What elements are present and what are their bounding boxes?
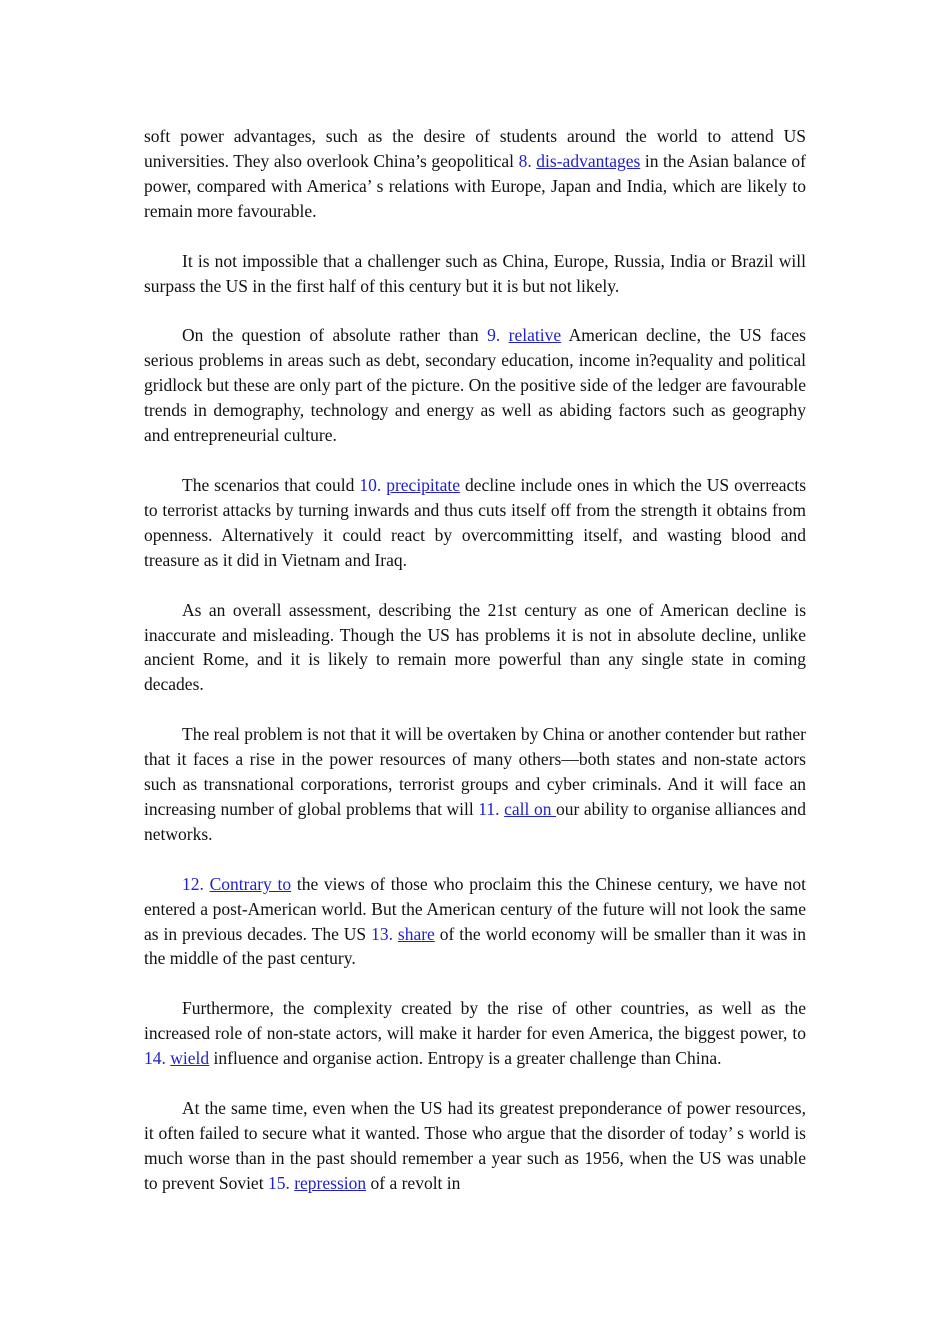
paragraph-text: of a revolt in bbox=[366, 1172, 461, 1193]
vocab-link-precipitate[interactable]: precipitate bbox=[386, 474, 461, 495]
vocab-link-repression[interactable]: repression bbox=[294, 1172, 367, 1193]
paragraph-text: of the world economy will be smaller than it was in the middle of the past century. bbox=[144, 923, 806, 969]
paragraph-1 bbox=[144, 124, 806, 224]
vocab-link-wield[interactable]: wield bbox=[170, 1048, 210, 1069]
vocab-link-dis-advantages[interactable]: dis-advantages bbox=[536, 150, 641, 171]
paragraph-text: As an overall assessment, describing the 21st century as one of American decline is inaccurate and misleading. Though the US has problems it is not in absolute decline, unlike ancient Rome, and it is likely to remain more powerful than any single state in coming decades. bbox=[144, 599, 806, 695]
question-number-14: 14. bbox=[144, 1048, 166, 1069]
question-number-9: 9. bbox=[487, 325, 501, 346]
question-number-13: 13. bbox=[371, 923, 393, 944]
vocab-link-share[interactable]: share bbox=[397, 923, 435, 944]
paragraph-text: in the Asian balance of power, compared with America’ s relations with Europe, Japan and India, which are likely to remain more favourable. bbox=[144, 150, 806, 221]
paragraph-6 bbox=[144, 722, 806, 847]
paragraph-text: At the same time, even when the US had its greatest preponderance of power resources, it often failed to secure what it wanted. Those who argue that the disorder of today’ s world is much worse than in the past should remember a year such as 1956, when the US was unable to prevent Soviet bbox=[144, 1098, 806, 1193]
paragraph-4 bbox=[144, 473, 806, 573]
question-number-12: 12. bbox=[182, 873, 204, 894]
paragraph-2 bbox=[144, 249, 806, 299]
paragraph-3 bbox=[144, 323, 806, 448]
paragraph-text: the views of those who proclaim this the Chinese century, we have not entered a post-American world. But the American century of the future will not look the same as in previous decades. The US bbox=[144, 873, 806, 944]
paragraph-7 bbox=[144, 872, 806, 972]
paragraph-text: our ability to organise alliances and networks. bbox=[144, 798, 806, 844]
paragraph-text: It is not impossible that a challenger such as China, Europe, Russia, India or Brazil will surpass the US in the first half of this century but it is but not likely. bbox=[144, 250, 806, 296]
paragraph-9 bbox=[144, 1096, 806, 1196]
vocab-link-contrary-to[interactable]: Contrary to bbox=[209, 873, 292, 894]
paragraph-text: American decline, the US faces serious problems in areas such as debt, secondary education, income in?equality and political gridlock but these are only part of the picture. On the positive side of the ledger are favourable trends in demography, technology and energy as well as abiding factors such as geography and entrepreneurial culture. bbox=[144, 325, 806, 446]
paragraph-text: The real problem is not that it will be overtaken by China or another contender but rather that it faces a rise in the power resources of many others—both states and non-state actors such as transnational corporations, terrorist groups and cyber criminals. And it will face an increasing number of global problems that will bbox=[144, 724, 806, 819]
paragraph-text: soft power advantages, such as the desire of students around the world to attend US universities. They also overlook China’s geopolitical bbox=[144, 126, 806, 171]
paragraph-text: decline include ones in which the US overreacts to terrorist attacks by turning inwards and thus cuts itself off from the strength it obtains from openness. Alternatively it could react by overcommitting itself, and wasting blood and treasure as it did in Vietnam and Iraq. bbox=[144, 474, 806, 570]
question-number-10: 10. bbox=[359, 474, 382, 495]
question-number-8: 8. bbox=[518, 150, 532, 171]
paragraph-5 bbox=[144, 598, 806, 698]
vocab-link-relative[interactable]: relative bbox=[508, 325, 562, 346]
paragraph-text: On the question of absolute rather than bbox=[182, 325, 488, 346]
question-number-11: 11. bbox=[478, 798, 500, 819]
paragraph-text: Furthermore, the complexity created by the rise of other countries, as well as the increased role of non-state actors, will make it harder for even America, the biggest power, to bbox=[144, 998, 806, 1044]
vocab-link-call-on[interactable]: call on bbox=[504, 798, 557, 819]
paragraph-8 bbox=[144, 996, 806, 1071]
paragraph-text: influence and organise action. Entropy is a greater challenge than China. bbox=[209, 1048, 722, 1069]
question-number-15: 15. bbox=[267, 1172, 290, 1193]
paragraph-text: The scenarios that could bbox=[182, 474, 360, 495]
